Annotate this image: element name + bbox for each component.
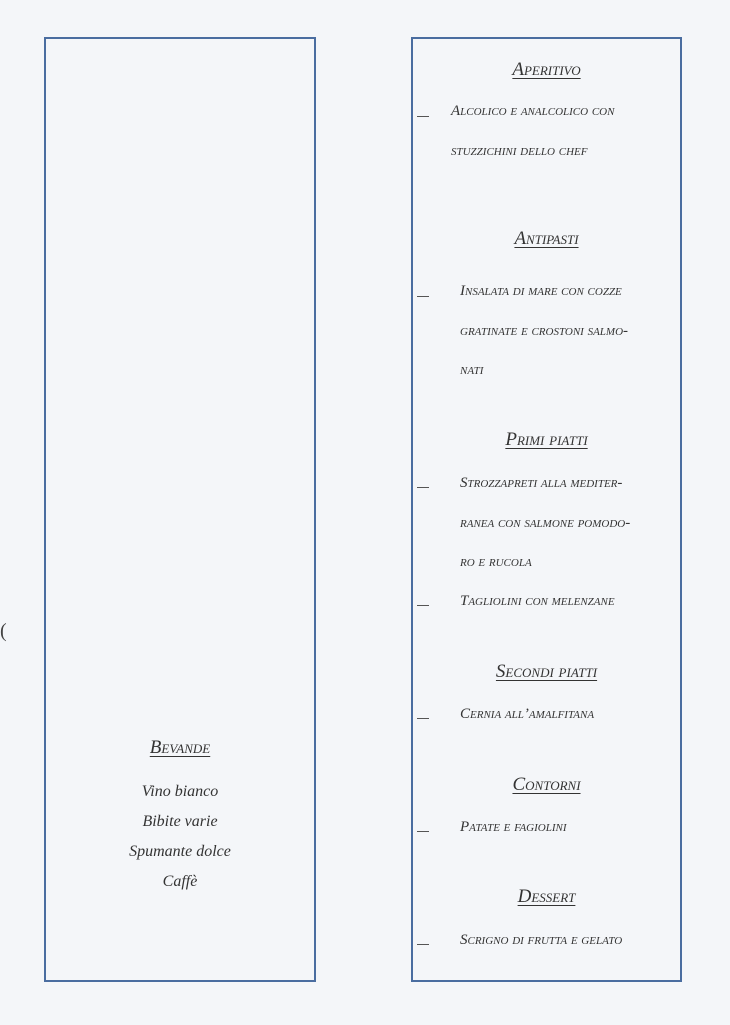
item-dash <box>417 487 429 488</box>
item-dash <box>417 296 429 297</box>
menu-panel <box>411 37 682 982</box>
item-dash <box>417 944 429 945</box>
beverage-item: Caffè <box>162 873 198 890</box>
beverage-item: Bibite varie <box>142 813 218 830</box>
item-dash <box>417 718 429 719</box>
dessert-title: Dessert <box>517 886 576 907</box>
contorni-title: Contorni <box>512 774 581 795</box>
beverage-item: Spumante dolce <box>129 843 231 860</box>
antipasti-line: gratinate e crostoni salmo- <box>460 323 629 339</box>
aperitivo-line: Alcolico e analcolico con <box>451 103 615 119</box>
aperitivo-title: Aperitivo <box>512 59 581 80</box>
beverages-panel <box>44 37 316 982</box>
item-dash <box>417 116 429 117</box>
item-dash <box>417 831 429 832</box>
secondi-line: Cernia all’amalfitana <box>460 706 595 722</box>
item-dash <box>417 605 429 606</box>
antipasti-title: Antipasti <box>514 228 579 249</box>
secondi-title: Secondi piatti <box>495 661 598 682</box>
primi-title: Primi piatti <box>505 429 588 450</box>
primi-line: Tagliolini con melenzane <box>460 593 615 609</box>
dessert-line: Scrigno di frutta e gelato <box>460 932 623 948</box>
beverages-title: Bevande <box>149 737 211 758</box>
beverage-item: Vino bianco <box>141 783 219 800</box>
contorni-line: Patate e fagiolini <box>460 819 567 835</box>
primi-line: ranea con salmone pomodo- <box>460 515 631 531</box>
aperitivo-line: stuzzichini dello chef <box>451 143 588 159</box>
primi-line: ro e rucola <box>460 554 532 570</box>
page-edge-mark: ( <box>0 620 7 642</box>
antipasti-line: nati <box>460 362 484 378</box>
antipasti-line: Insalata di mare con cozze <box>460 283 622 299</box>
primi-line: Strozzapreti alla mediter- <box>460 475 623 491</box>
